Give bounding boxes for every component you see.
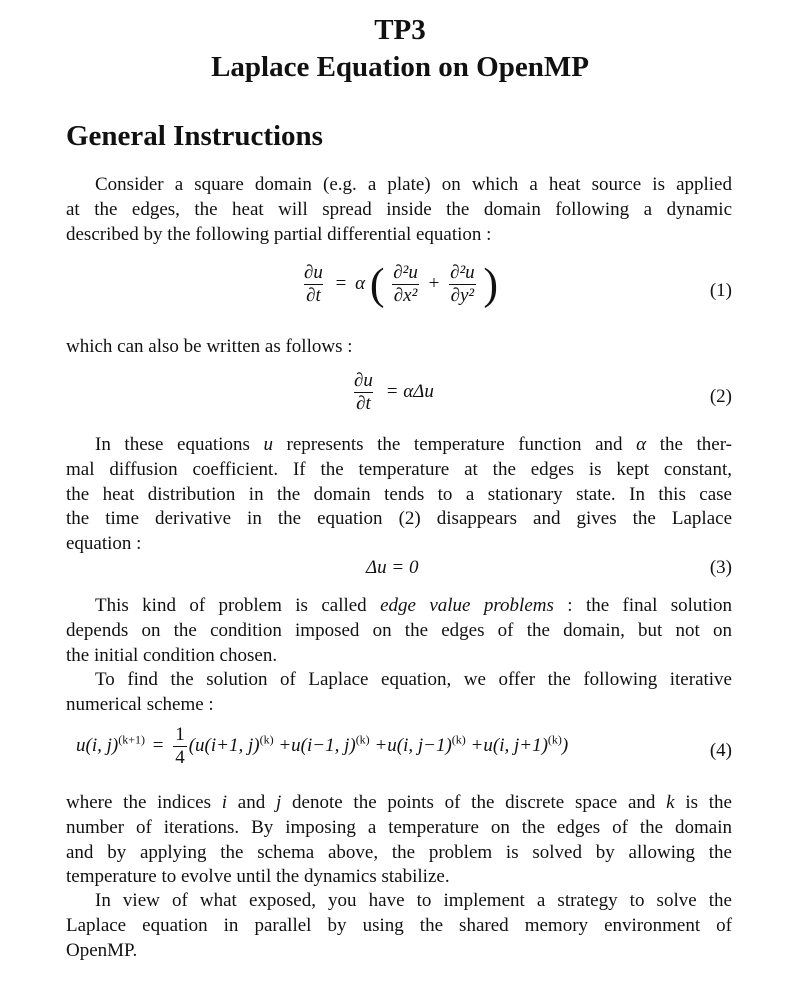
text-line: where the indices i and j denote the points of the discrete space and k is the (66, 792, 732, 813)
equation-2: $\frac{\partial u}{\partial t}$ = αΔu (2) (354, 370, 732, 414)
text-line: number of iterations. By imposing a temperature on the edges of the domain (66, 816, 732, 838)
equation-4: u(i, j)$^{(k+1)}$ = $\frac{1}{4}$ (u(i+1, j)$^{(k)}$ +u(i−1, j)$^{(k)}$ +u(i, j−1)$^{(k)}$ +u(i, j+1)$^{(k)}$) (4) (76, 724, 732, 768)
text-line: OpenMP. (66, 939, 138, 961)
equation-number: (2) (709, 386, 732, 407)
text-line: In these equations u represents the temperature function and α the ther- (95, 434, 732, 455)
text-line: In view of what exposed, you have to implement a strategy to solve the (95, 890, 732, 911)
paragraph-intro (66, 173, 732, 247)
text-line: mal diffusion coefficient. If the temperature at the edges is kept constant, (66, 458, 732, 480)
equation-number: (3) (709, 557, 732, 578)
equation-3: Δu = 0 (3) (366, 557, 732, 578)
equation-1: $\frac{\partial u}{\partial t}$ = α ( $\frac{\text{∂²u}}{\text{∂x²}}$ + $\frac{\text{∂²u}}{\text{∂y²}}$ ) (1) (304, 259, 732, 309)
fraction: $\frac{\partial u}{\partial t}$ (354, 370, 373, 414)
text-line: the initial condition chosen. (66, 644, 278, 666)
fraction: $\frac{1}{4}$ (175, 724, 185, 768)
fraction: $\frac{\text{∂²u}}{\text{∂y²}}$ (450, 262, 475, 306)
text-line: at the edges, the heat will spread inside the domain following a dynamic (66, 198, 732, 220)
paragraph-explanation (66, 433, 732, 557)
equation-number: (1) (709, 280, 732, 301)
paragraph-edge-value (66, 594, 732, 668)
text-line: Consider a square domain (e.g. a plate) on which a heat source is applied (95, 174, 732, 195)
text-line: numerical scheme : (66, 693, 214, 715)
document-subtitle: Laplace Equation on OpenMP (211, 51, 589, 83)
fraction: $\frac{\partial u}{\partial t}$ (304, 262, 323, 306)
fraction: $\frac{\text{∂²u}}{\text{∂x²}}$ (393, 262, 418, 306)
paragraph-scheme-intro (66, 668, 732, 718)
text-line: described by the following partial differential equation : (66, 223, 492, 245)
text-line: Laplace equation in parallel by using the shared memory environment of (66, 914, 732, 936)
text-line: the heat distribution in the domain tends to a stationary state. In this case (66, 483, 732, 505)
text-line: To find the solution of Laplace equation, we offer the following iterative (95, 669, 732, 690)
paragraph-rewrite: which can also be written as follows : (66, 336, 353, 357)
equation-number: (4) (709, 740, 732, 761)
text-line: temperature to evolve until the dynamics stabilize. (66, 866, 450, 888)
text-line: the time derivative in the equation (2) disappears and gives the Laplace (66, 508, 732, 530)
paragraph-indices (66, 791, 732, 890)
paragraph-task (66, 889, 732, 963)
text-line: This kind of problem is called edge value problems : the final solution (95, 595, 732, 616)
section-heading: General Instructions (66, 120, 323, 152)
text-line: and by applying the schema above, the problem is solved by allowing the (66, 841, 732, 863)
text-line: equation : (66, 533, 142, 555)
document-title: TP3 (374, 14, 426, 46)
text-line: depends on the condition imposed on the edges of the domain, but not on (66, 619, 732, 641)
